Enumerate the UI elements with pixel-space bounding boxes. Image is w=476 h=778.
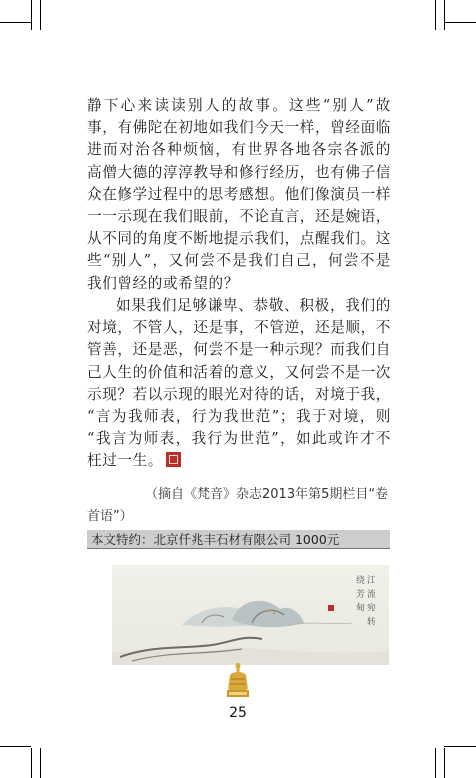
crop-mark [31,748,32,778]
crop-mark [0,22,31,23]
text-line: 己人生的价值和活着的意义，又何尝不是一次 [87,363,391,381]
crop-mark [435,748,436,778]
painting-inscription: 江 流 宛 转 绕 芳 甸 [354,575,375,627]
page-number: 25 [229,705,247,721]
crop-mark [0,746,31,747]
sponsor-bar: 本文特约：北京仟兆丰石材有限公司 1000元 [87,530,390,549]
text-line: 管善，还是恶，何尝不是一种示现？而我们自 [87,341,391,359]
text-line: 静下心来读读别人的故事。这些“别人”故 [87,97,391,114]
citation-line: 首语”） [87,509,133,524]
crop-mark [31,0,32,30]
text-line: 我们曾经的或希望的？ [87,274,239,292]
text-line: 众在修学过程中的思考感想。他们像演员一样 [87,185,391,203]
text-line-content: 枉过一生。 [87,452,163,470]
text-line: 一一示现在我们眼前，不论直言，还是婉语， [87,208,391,226]
crop-mark [444,748,445,778]
crop-mark [444,22,476,23]
text-line: 示现？若以示现的眼光对待的话，对境于我， [87,385,391,403]
text-line: 从不同的角度不断地提示我们，点醒我们。这 [87,230,391,248]
source-citation [87,484,391,528]
text-line: 对境，不管人，还是事，不管逆，还是顺，不 [87,319,391,337]
crop-mark [444,0,445,30]
text-line: 高僧大德的淳淳教导和修行经历，也有佛子信 [87,163,391,181]
landscape-painting [112,565,389,665]
text-line: “言为我师表，行为我世范”；我于对境，则 [87,408,391,426]
body-paragraph-2 [87,295,391,473]
body-paragraph-1 [87,95,391,295]
citation-line: （摘自《梵音》杂志2013年第5期栏目“卷 [145,487,389,502]
painting-seal [328,605,334,611]
crop-mark [40,0,41,30]
crop-mark [435,0,436,30]
painting-artwork [112,565,389,665]
text-line: 事，有佛陀在初地如我们今天一样，曾经面临 [87,119,391,137]
crop-mark [444,746,476,747]
vajra-bell-emblem-icon [225,663,251,703]
text-line: “我言为师表，我行为世范”，如此或许才不 [87,430,391,448]
text-line: 些“别人”，又何尝不是我们自己，何尝不是 [87,252,391,270]
text-line: 如果我们足够谦卑、恭敬、积极，我们的 [116,297,391,314]
text-line-final [87,450,391,472]
red-seal-icon [166,452,181,467]
text-line: 进而对治各种烦恼，有世界各地各宗各派的 [87,141,391,159]
crop-mark [40,748,41,778]
